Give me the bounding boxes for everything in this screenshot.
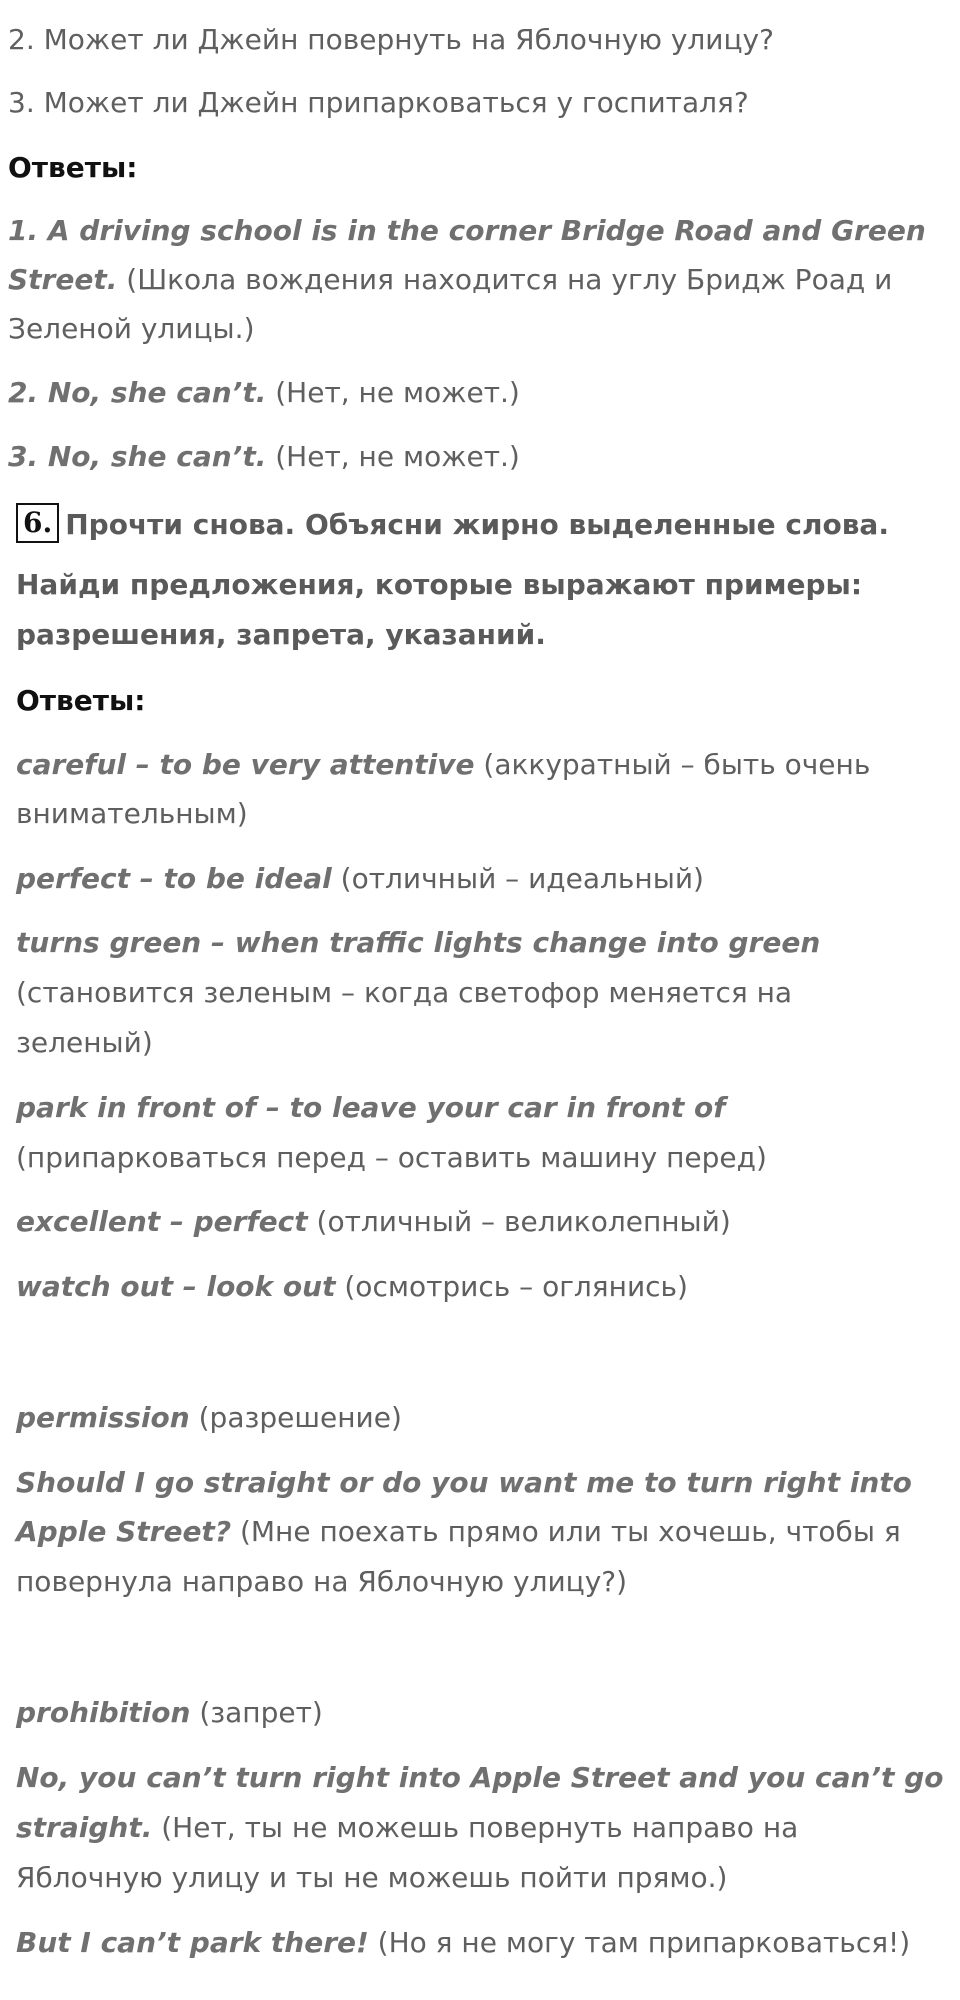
explanation-6-translation: (осмотрись – оглянись)	[335, 1270, 688, 1303]
permission-example-line-2	[16, 1507, 940, 1557]
task-6-line-1	[16, 500, 940, 550]
answer-1-line-2	[8, 255, 940, 305]
answer-1-line-3	[8, 304, 940, 354]
answer-1-english: 1. A driving school is in the corner Bridge Road and Green	[8, 214, 926, 247]
answer-2-english: 2. No, she can’t.	[8, 376, 267, 409]
permission-example-line-3: повернула направо на Яблочную улицу?)	[16, 1565, 628, 1598]
task-6-line-3: разрешения, запрета, указаний.	[16, 618, 546, 651]
prohibition-example-1-line-2	[16, 1803, 940, 1853]
explanation-1-translation: (аккуратный – быть очень	[474, 748, 871, 781]
explanation-4-line-1	[16, 1083, 940, 1133]
question-2	[8, 15, 940, 65]
question-3-text: 3. Может ли Джейн припарковаться у госпиталя?	[8, 86, 749, 119]
permission-example-translation: (Мне поехать прямо или ты хочешь, чтобы я	[231, 1515, 901, 1548]
explanation-6-english: watch out – look out	[16, 1270, 336, 1303]
answers-heading-1: Ответы:	[8, 151, 138, 184]
explanation-1-english: careful – to be very attentive	[16, 748, 475, 781]
explanation-5	[16, 1197, 940, 1247]
prohibition-example-2-english: But I can’t park there!	[16, 1926, 369, 1959]
prohibition-example-1-english: No, you can’t turn right into Apple Street and you can’t go	[16, 1761, 944, 1794]
permission-example-line-1	[16, 1458, 940, 1508]
prohibition-example-1-translation: (Нет, ты не можешь повернуть направо на	[152, 1811, 799, 1844]
answers-heading-2: Ответы:	[16, 684, 146, 717]
explanation-1-line-1	[16, 740, 940, 790]
explanation-3-english: turns green – when traffic lights change into green	[16, 926, 821, 959]
explanation-3-line-2: (становится зеленым – когда светофор меняется на	[16, 976, 793, 1009]
prohibition-english: prohibition	[16, 1696, 191, 1729]
explanation-2-translation: (отличный – идеальный)	[331, 862, 704, 895]
prohibition-example-2	[16, 1918, 940, 1968]
prohibition-example-1-english-cont: straight.	[16, 1811, 153, 1844]
answer-2-translation: (Нет, не может.)	[266, 376, 520, 409]
task-6-instruction: Прочти снова. Объясни жирно выделенные слова.	[65, 508, 889, 541]
prohibition-translation: (запрет)	[190, 1696, 323, 1729]
prohibition-label	[16, 1688, 940, 1738]
question-2-text: 2. Может ли Джейн повернуть на Яблочную улицу?	[8, 23, 774, 56]
explanation-4-line-2: (припарковаться перед – оставить машину перед)	[16, 1141, 767, 1174]
explanation-6	[16, 1262, 940, 1312]
explanation-4-english: park in front of – to leave your car in front of	[16, 1091, 726, 1124]
answer-1-english-cont: Street.	[8, 263, 118, 296]
explanation-1-line-2: внимательным)	[16, 797, 248, 830]
permission-example-english: Should I go straight or do you want me to turn right into	[16, 1466, 912, 1499]
answer-3	[8, 432, 940, 482]
task-number-box: 6.	[16, 503, 59, 543]
answer-3-translation: (Нет, не может.)	[266, 440, 520, 473]
permission-label	[16, 1393, 940, 1443]
answer-1-translation: (Школа вождения находится на углу Бридж Роад и	[117, 263, 893, 296]
answer-1-line-1	[8, 206, 940, 256]
explanation-5-translation: (отличный – великолепный)	[307, 1205, 731, 1238]
prohibition-example-1-line-3: Яблочную улицу и ты не можешь пойти прямо.)	[16, 1861, 728, 1894]
task-6-line-2: Найди предложения, которые выражают примеры:	[16, 568, 863, 601]
answer-1-translation-cont: Зеленой улицы.)	[8, 312, 255, 345]
prohibition-example-1-line-1	[16, 1753, 944, 1803]
explanation-5-english: excellent – perfect	[16, 1205, 308, 1238]
answer-3-english: 3. No, she can’t.	[8, 440, 267, 473]
answer-2	[8, 368, 940, 418]
explanation-3-line-3: зеленый)	[16, 1026, 153, 1059]
permission-translation: (разрешение)	[189, 1401, 402, 1434]
explanation-3-line-1	[16, 918, 940, 968]
question-3	[8, 78, 940, 128]
permission-example-english-cont: Apple Street?	[16, 1515, 232, 1548]
explanation-2	[16, 854, 940, 904]
permission-english: permission	[16, 1401, 190, 1434]
prohibition-example-2-translation: (Но я не могу там припарковаться!)	[368, 1926, 911, 1959]
explanation-2-english: perfect – to be ideal	[16, 862, 332, 895]
